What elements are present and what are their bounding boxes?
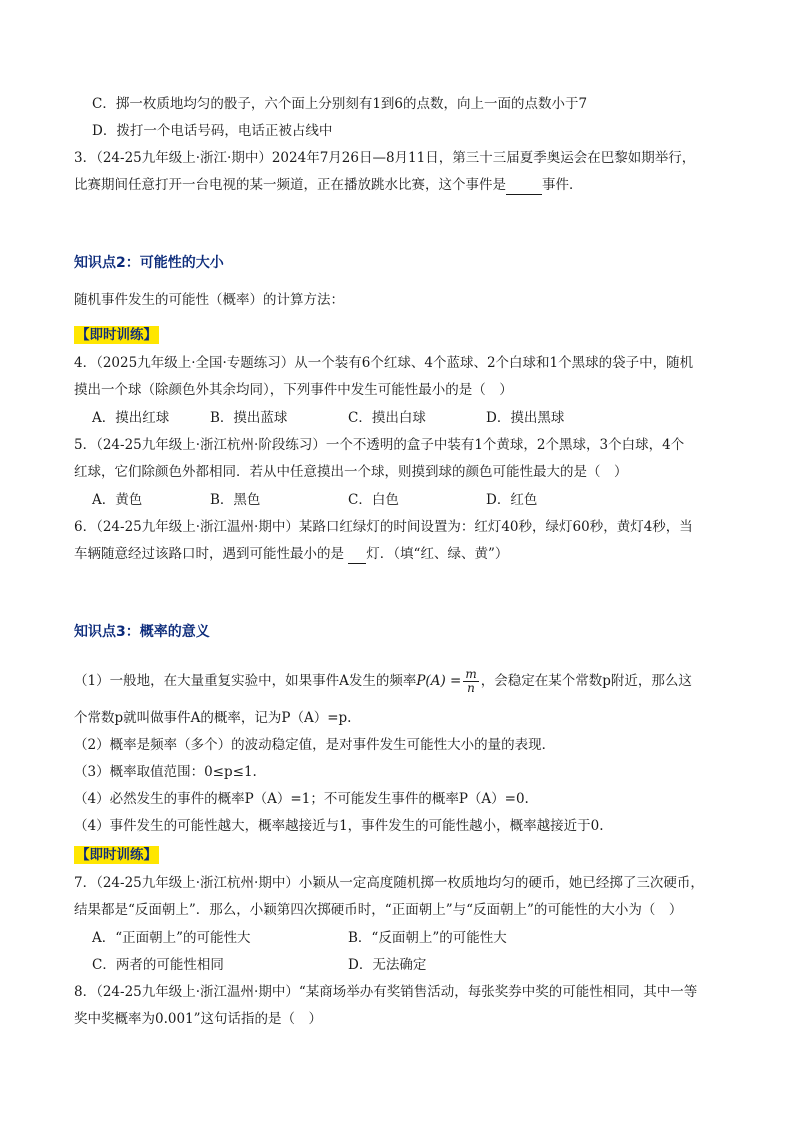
question-5-line2: 红球，它们除颜色外都相同．若从中任意摸出一个球，则摸到球的颜色可能性最大的是（ ） — [74, 464, 628, 480]
question-4-option-a: A．摸出红球 — [92, 410, 170, 426]
question-3-line1: 3．（24-25九年级上·浙江·期中）2024年7月26日—8月11日，第三十三届夏季奥运会在巴黎如期举行， — [74, 150, 696, 166]
practice-tag: 【即时训练】 — [76, 847, 157, 863]
question-5-option-d: D．红色 — [486, 492, 538, 508]
definition-paragraph-1-line2: 个常数p就叫做事件A的概率，记为P（A）=p. — [74, 710, 352, 726]
fraction-numerator: m — [465, 667, 477, 681]
definition-paragraph-3: （3）概率取值范围：0≤p≤1. — [74, 764, 257, 780]
question-4-option-d: D．摸出黑球 — [486, 410, 565, 426]
definition-paragraph-2: （2）概率是频率（多个）的波动稳定值，是对事件发生可能性大小的量的表现． — [74, 737, 556, 753]
question-7-option-a: A．“正面朝上”的可能性大 — [92, 930, 251, 946]
question-8-line1: 8．（24-25九年级上·浙江温州·期中）“某商场举办有奖销售活动，每张奖券中奖的可能性相同，其中一等 — [74, 984, 698, 1000]
fraction-denominator: n — [467, 681, 475, 695]
question-4-line2: 摸出一个球（除颜色外其余均同），下列事件中发生可能性最小的是（ ） — [74, 382, 513, 398]
practice-tag: 【即时训练】 — [76, 327, 157, 343]
answer-blank[interactable] — [348, 545, 366, 564]
question-7-line1: 7．（24-25九年级上·浙江杭州·期中）小颖从一定高度随机掷一枚质地均匀的硬币，她已经掷了三次硬币， — [74, 875, 704, 891]
frequency-formula-lhs: P(A) = — [416, 673, 462, 689]
question-3-line2 — [74, 176, 583, 195]
question-4-option-b: B．摸出蓝球 — [210, 410, 288, 426]
question-7-option-c: C．两者的可能性相同 — [92, 957, 224, 973]
definition-paragraph-5: （4）事件发生的可能性越大，概率越接近与1，事件发生的可能性越小，概率越接近于0. — [74, 818, 604, 834]
question-5-option-c: C．白色 — [348, 492, 399, 508]
question-7-option-d: D．无法确定 — [348, 957, 427, 973]
question-5-option-a: A．黄色 — [92, 492, 143, 508]
definition-paragraph-4: （4）必然发生的事件的概率P（A）=1；不可能发生事件的概率P（A）=0. — [74, 791, 529, 807]
question-5-option-b: B．黑色 — [210, 492, 261, 508]
question-3-line2-text: 比赛期间任意打开一台电视的某一频道，正在播放跳水比赛，这个事件是 — [74, 177, 506, 193]
question-6-line2 — [74, 545, 508, 564]
answer-blank[interactable] — [506, 176, 542, 195]
question-5-line1: 5．（24-25九年级上·浙江杭州·阶段练习）一个不透明的盒子中装有1个黄球，2个黑球，3个白球，4个 — [74, 437, 685, 453]
definition-paragraph-1 — [74, 668, 692, 695]
section-2-intro: 随机事件发生的可能性（概率）的计算方法： — [74, 292, 344, 308]
question-8-line2: 奖中奖概率为0.001”这句话指的是（ ） — [74, 1011, 323, 1027]
question-6-line1: 6．（24-25九年级上·浙江温州·期中）某路口红绿灯的时间设置为：红灯40秒，绿灯60秒，黄灯4秒，当 — [74, 519, 693, 535]
section-heading-knowledge-2: 知识点2：可能性的大小 — [74, 255, 224, 271]
question-3-line2-tail: 事件． — [542, 177, 583, 193]
question-6-line2-text: 车辆随意经过该路口时，遇到可能性最小的是 — [74, 546, 344, 562]
section-heading-knowledge-3: 知识点3：概率的意义 — [74, 624, 210, 640]
frequency-fraction — [463, 668, 478, 695]
definition-text-end: ，会稳定在某个常数p附近，那么这 — [480, 673, 692, 689]
question-6-line2-tail: 灯．（填“红、绿、黄”） — [366, 546, 509, 562]
definition-text-start: （1）一般地，在大量重复实验中，如果事件A发生的频率 — [74, 673, 417, 689]
question-4-line1: 4．（2025九年级上·全国·专题练习）从一个装有6个红球、4个蓝球、2个白球和1个黑球的袋子中，随机 — [74, 355, 694, 371]
option-d-text: D．拨打一个电话号码，电话正被占线中 — [92, 123, 333, 139]
question-7-option-b: B．“反面朝上”的可能性大 — [348, 930, 507, 946]
question-4-option-c: C．摸出白球 — [348, 410, 426, 426]
option-c-text: C．掷一枚质地均匀的骰子，六个面上分别刻有1到6的点数，向上一面的点数小于7 — [92, 96, 588, 112]
question-7-line2: 结果都是“反面朝上”．那么，小颖第四次掷硬币时，“正面朝上”与“反面朝上”的可能性的大小为（ ） — [74, 902, 683, 918]
